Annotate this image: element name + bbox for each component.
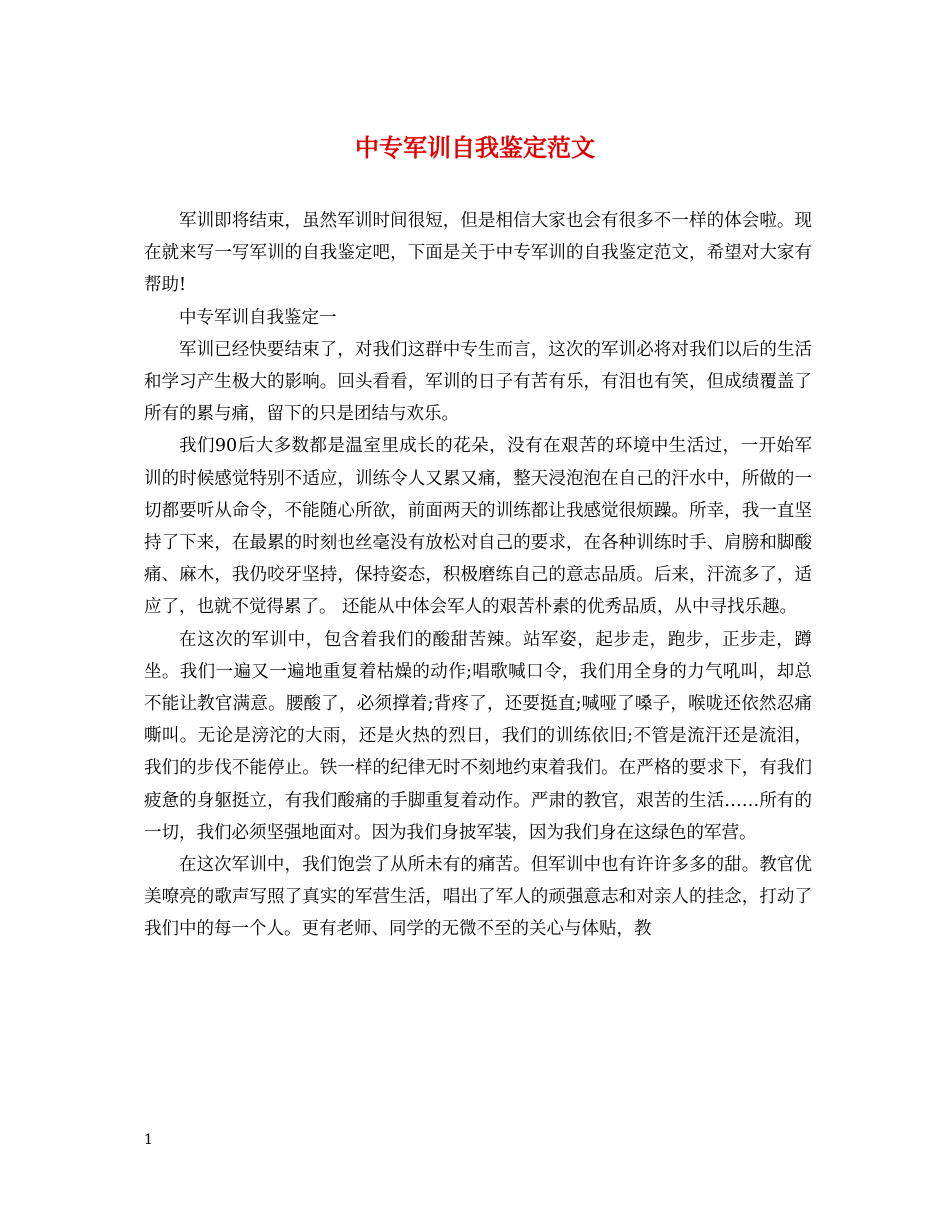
document-body [144, 205, 812, 946]
paragraph: 在这次的军训中，包含着我们的酸甜苦辣。站军姿，起步走，跑步，正步走，蹲坐。我们一遍又一遍地重复着枯燥的动作;唱歌喊口令，我们用全身的力气吼叫，却总不能让教官满意。腰酸了，必须撑着;背疼了，还要挺直;喊哑了嗓子，喉咙还依然忍痛嘶叫。无论是滂沱的大雨，还是火热的烈日，我们的训练依旧;不管是流汗还是流泪，我们的步伐不能停止。铁一样的纪律无时不刻地约束着我们。在严格的要求下，有我们疲惫的身躯挺立，有我们酸痛的手脚重复着动作。严肃的教官，艰苦的生活……所有的一切，我们必须坚强地面对。因为我们身披军装，因为我们身在这绿色的军营。 [144, 629, 812, 843]
paragraph: 我们90后大多数都是温室里成长的花朵，没有在艰苦的环境中生活过，一开始军训的时候感觉特别不适应，训练令人又累又痛，整天浸泡泡在自己的汗水中，所做的一切都要听从命令，不能随心所欲，前面两天的训练都让我感觉很烦躁。所幸，我一直坚持了下来，在最累的时刻也丝毫没有放松对自己的要求，在各种训练时手、肩膀和脚酸痛、麻木，我仍咬牙坚持，保持姿态，积极磨练自己的意志品质。后来，汗流多了，适应了，也就不觉得累了。 还能从中体会军人的艰苦朴素的优秀品质，从中寻找乐趣。 [144, 436, 812, 618]
paragraph-intro: 军训即将结束，虽然军训时间很短，但是相信大家也会有很多不一样的体会啦。现在就来写一写军训的自我鉴定吧，下面是关于中专军训的自我鉴定范文，希望对大家有帮助! [144, 211, 812, 296]
paragraph: 军训已经快要结束了，对我们这群中专生而言，这次的军训必将对我们以后的生活和学习产生极大的影响。回头看看，军训的日子有苦有乐，有泪也有笑，但成绩覆盖了所有的累与痛，留下的只是团结与欢乐。 [144, 339, 812, 425]
document-title: 中专军训自我鉴定范文 [355, 133, 595, 162]
page-number: 1 [144, 1132, 153, 1148]
paragraph: 在这次军训中，我们饱尝了从所未有的痛苦。但军训中也有许许多多的甜。教官优美嘹亮的歌声写照了真实的军营生活，唱出了军人的顽强意志和对亲人的挂念，打动了我们中的每一个人。更有老师、同学的无微不至的关心与体贴，教 [144, 855, 812, 940]
section-heading: 中专军训自我鉴定一 [179, 307, 337, 328]
